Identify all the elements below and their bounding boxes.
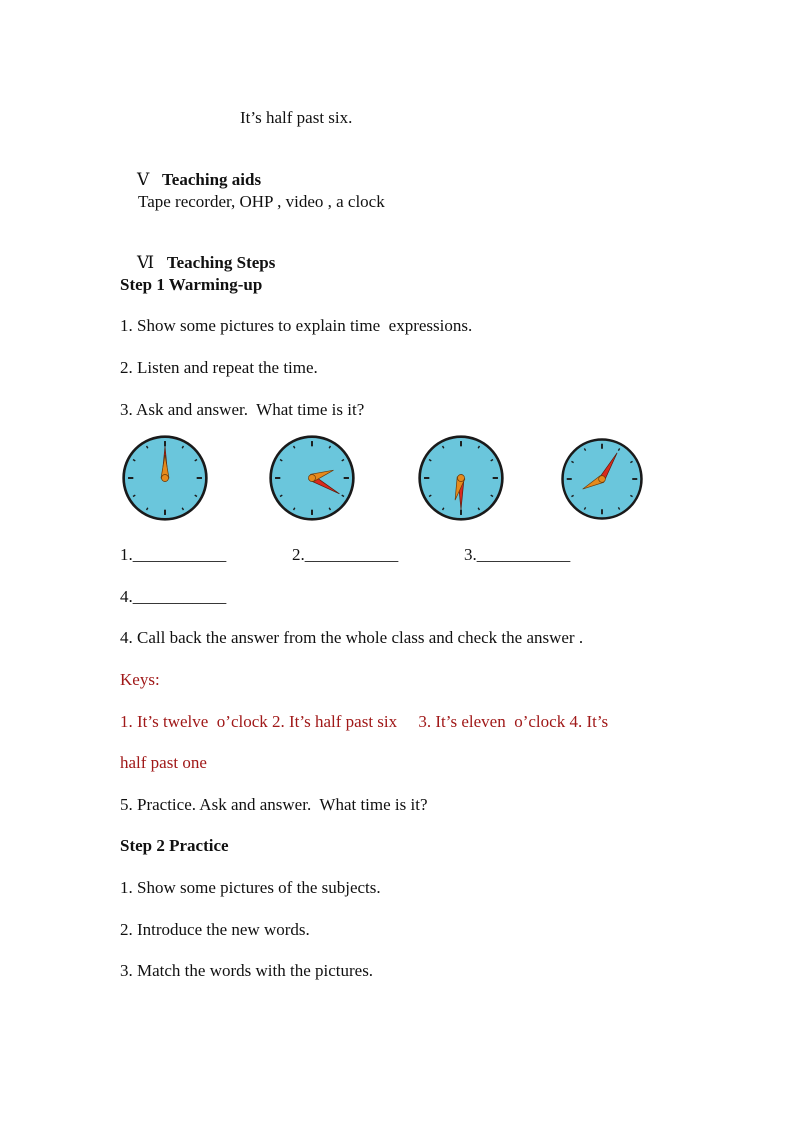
example-sentence: It’s half past six. [240,108,353,127]
blank-3-number: 3. [464,545,477,564]
clock-3-image [417,433,505,523]
section-6-numeral: Ⅵ [137,253,155,272]
section-5-title: Teaching aids [162,170,262,189]
step-2-heading: Step 2 Practice [120,836,229,855]
answer-blank-2 [292,545,398,565]
teaching-aids-list: Tape recorder, OHP , video , a clock [138,192,385,211]
blank-1-number: 1. [120,545,133,564]
step-1-item-2: 2. Listen and repeat the time. [120,358,318,377]
clock-4-image [560,436,644,522]
section-5-numeral: Ⅴ [137,170,150,189]
clock-center-pin [308,474,315,481]
clock-center-pin [161,474,168,481]
answer-blank-3 [464,545,570,565]
step-1-item-1: 1. Show some pictures to explain time expressions. [120,316,473,335]
step-2-item-2: 2. Introduce the new words. [120,920,310,939]
keys-line-2: half past one [120,753,207,772]
section-6-title: Teaching Steps [166,253,276,272]
answer-blank-4 [120,587,226,607]
keys-label: Keys: [120,670,160,689]
step-2-item-1: 1. Show some pictures of the subjects. [120,878,381,897]
step-1-item-4: 4. Call back the answer from the whole class and check the answer . [120,628,584,647]
blank-2-line: ___________ [304,545,399,564]
clock-center-pin [599,476,606,483]
clock-center-pin [457,474,464,481]
step-1-item-5: 5. Practice. Ask and answer. What time is it? [120,795,428,814]
step-1-heading: Step 1 Warming-up [120,275,263,294]
clock-1-image [121,433,209,523]
step-1-item-3: 3. Ask and answer. What time is it? [120,400,365,419]
step-2-item-3: 3. Match the words with the pictures. [120,961,374,980]
blank-3-line: ___________ [476,545,571,564]
keys-line-1: 1. It’s twelve o’clock 2. It’s half past six 3. It’s eleven o’clock 4. It’s [120,712,609,731]
blank-4-number: 4. [120,587,133,606]
answer-blank-1 [120,545,226,565]
blank-2-number: 2. [292,545,305,564]
blank-4-line: ___________ [132,587,227,606]
blank-1-line: ___________ [132,545,227,564]
clock-2-image [268,433,356,523]
